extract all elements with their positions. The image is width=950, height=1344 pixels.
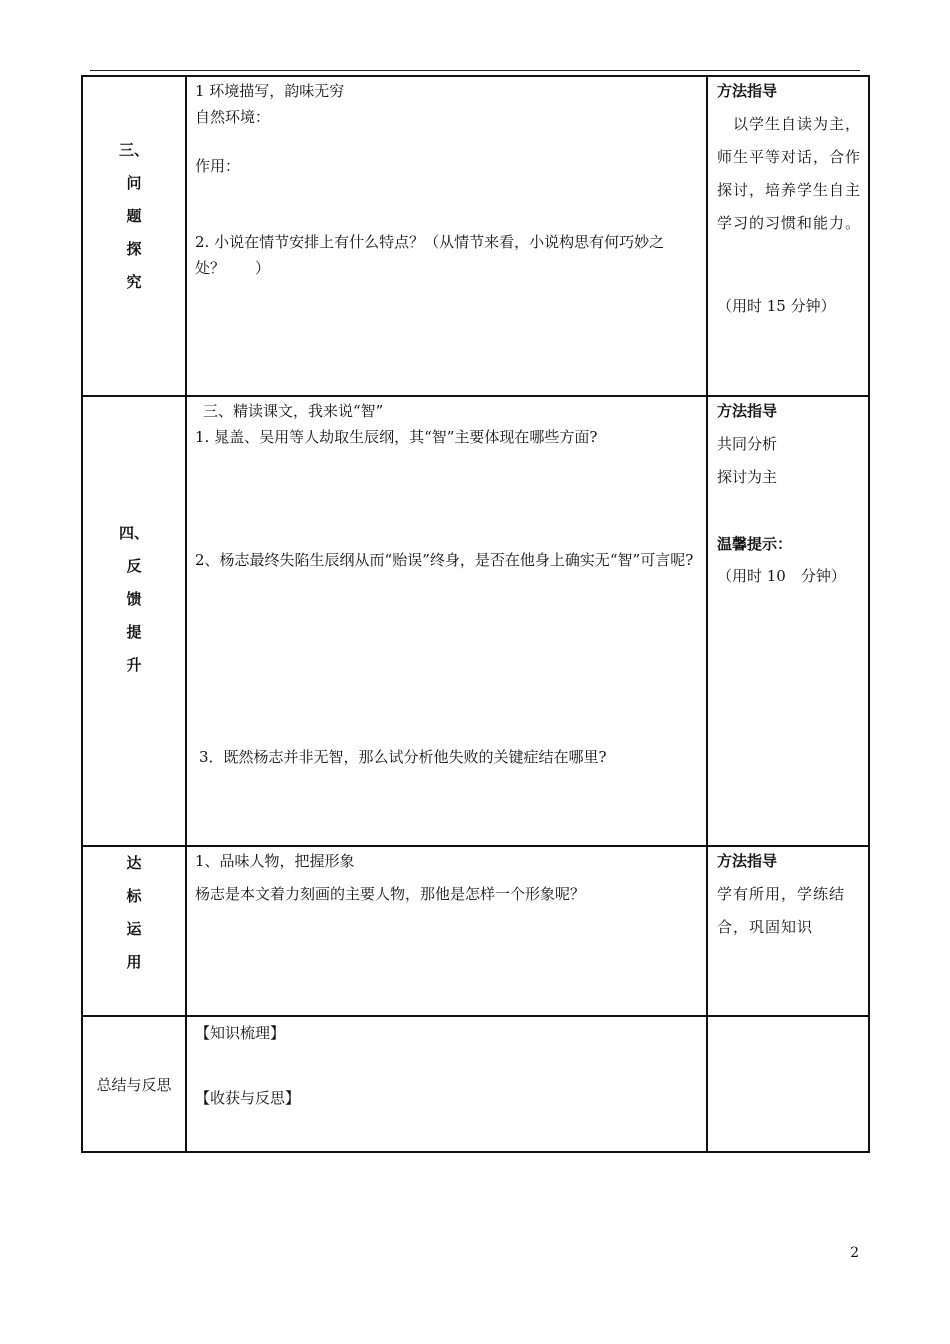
environment-heading: 1 环境描写，韵味无穷	[195, 82, 345, 100]
guide-time: （用时 10 分钟）	[717, 567, 846, 585]
guide-title: 方法指导	[717, 82, 778, 100]
content-cell	[186, 846, 707, 1016]
content-cell	[186, 1016, 707, 1152]
header-rule	[90, 70, 860, 71]
section-summary-reflection	[82, 1016, 869, 1152]
guide-cell	[707, 396, 869, 846]
close-reading-heading: 三、精读课文，我来说“智”	[203, 402, 384, 420]
section-application	[82, 846, 869, 1016]
guide-text: 以学生自读为主，师生平等对话，合作探讨，培养学生自主学习的习惯和能力。	[717, 115, 862, 232]
guide-cell	[707, 846, 869, 1016]
guide-title: 方法指导	[717, 402, 778, 420]
question-3: 3．既然杨志并非无智，那么试分析他失败的关键症结在哪里?	[199, 748, 607, 766]
guide-line-2: 探讨为主	[717, 468, 778, 486]
content-cell	[186, 76, 707, 396]
knowledge-outline-label: 【知识梳理】	[195, 1024, 286, 1042]
question-2: 2、杨志最终失陷生辰纲从而“贻误”终身，是否在他身上确实无“智”可言呢?	[195, 551, 694, 569]
effect-prompt: 作用：	[195, 157, 241, 175]
guide-line-1: 共同分析	[717, 435, 778, 453]
question-1: 1. 晁盖、吴用等人劫取生辰纲，其“智”主要体现在哪些方面?	[195, 428, 598, 446]
stage-label-cell	[82, 846, 186, 1016]
content-cell	[186, 396, 707, 846]
warm-tip-label: 温馨提示：	[717, 535, 793, 553]
guide-title: 方法指导	[717, 852, 778, 870]
guide-time: （用时 15 分钟）	[717, 297, 836, 315]
stage-label: 总结与反思	[96, 1075, 172, 1094]
stage-label-cell	[82, 76, 186, 396]
page-number: 2	[850, 1245, 859, 1261]
stage-label: 达 标 运 用	[126, 854, 142, 971]
natural-environment-prompt: 自然环境：	[195, 108, 271, 126]
stage-label: 三、 问 题 探 究	[118, 141, 149, 291]
stage-label-cell	[82, 1016, 186, 1152]
guide-text: 学有所用，学练结合，巩固知识	[717, 885, 846, 936]
guide-cell	[707, 76, 869, 396]
character-heading: 1、品味人物，把握形象	[195, 852, 355, 870]
plot-question: 2. 小说在情节安排上有什么特点？（从情节来看，小说构思有何巧妙之处？ ）	[195, 233, 665, 277]
gains-reflection-label: 【收获与反思】	[195, 1089, 301, 1107]
stage-label: 四、 反 馈 提 升	[118, 524, 149, 674]
stage-label-cell	[82, 396, 186, 846]
character-question: 杨志是本文着力刻画的主要人物，那他是怎样一个形象呢？	[195, 885, 586, 903]
guide-cell-empty	[707, 1016, 869, 1152]
section-feedback-improvement	[82, 396, 869, 846]
lesson-plan-table	[81, 75, 870, 1153]
section-problem-exploration	[82, 76, 869, 396]
